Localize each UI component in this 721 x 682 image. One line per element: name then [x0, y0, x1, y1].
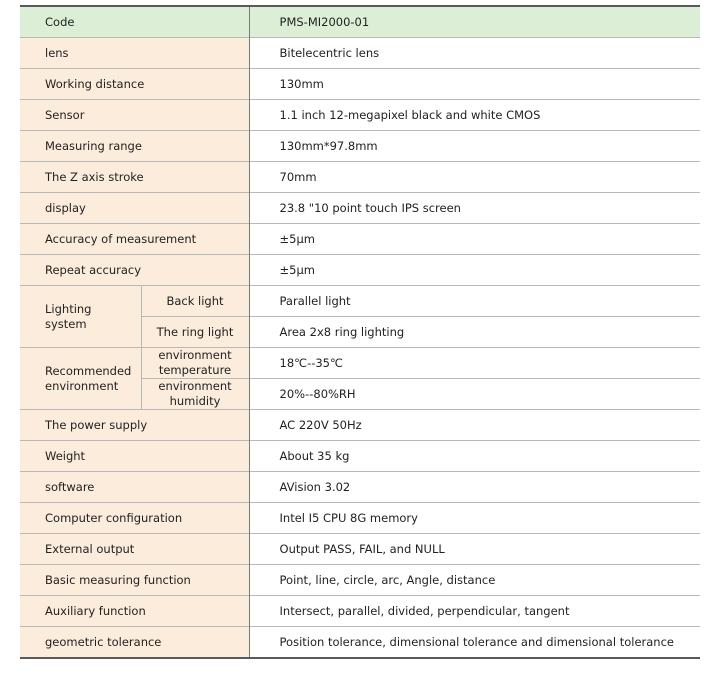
row-label: Accuracy of measurement: [20, 224, 249, 255]
row-label: The Z axis stroke: [20, 162, 249, 193]
table-row: [20, 193, 700, 224]
row-value: PMS-MI2000-01: [249, 6, 700, 38]
lighting-group-label: [20, 286, 141, 348]
row-label: Measuring range: [20, 131, 249, 162]
row-value: 130mm*97.8mm: [249, 131, 700, 162]
row-value: 1.1 inch 12-megapixel black and white CMOS: [249, 100, 700, 131]
lighting-label-line2: system: [45, 316, 87, 331]
table-row: [20, 6, 700, 38]
table-row: [20, 472, 700, 503]
row-value: Output PASS, FAIL, and NULL: [249, 534, 700, 565]
row-value: Point, line, circle, arc, Angle, distance: [249, 565, 700, 596]
row-label: External output: [20, 534, 249, 565]
row-value: Position tolerance, dimensional tolerance and dimensional tolerance: [249, 627, 700, 659]
row-value: About 35 kg: [249, 441, 700, 472]
ring-light-label: The ring light: [141, 317, 249, 348]
humidity-label-line1: environment: [158, 379, 232, 393]
row-label: software: [20, 472, 249, 503]
environment-label-line1: Recommended: [45, 363, 132, 378]
table-row: [20, 596, 700, 627]
humidity-label-line2: humidity: [169, 394, 221, 408]
table-row: [20, 69, 700, 100]
environment-group-label: [20, 348, 141, 410]
table-row: [20, 38, 700, 69]
row-value: Bitelecentric lens: [249, 38, 700, 69]
humidity-value: 20%--80%RH: [249, 379, 700, 410]
row-label: Sensor: [20, 100, 249, 131]
temperature-label-line1: environment: [158, 348, 232, 362]
row-label: The power supply: [20, 410, 249, 441]
row-value: Intersect, parallel, divided, perpendicular, tangent: [249, 596, 700, 627]
row-label: Code: [20, 6, 249, 38]
table-row: [20, 162, 700, 193]
row-value: Intel I5 CPU 8G memory: [249, 503, 700, 534]
table-row: [20, 131, 700, 162]
row-value: 23.8 "10 point touch IPS screen: [249, 193, 700, 224]
row-label: lens: [20, 38, 249, 69]
table-row: [20, 565, 700, 596]
row-label: Repeat accuracy: [20, 255, 249, 286]
table-row: [20, 627, 700, 659]
table-row: [20, 534, 700, 565]
row-label: Basic measuring function: [20, 565, 249, 596]
temperature-label: [141, 348, 249, 379]
table-row: [20, 255, 700, 286]
row-value: AVision 3.02: [249, 472, 700, 503]
table-row: [20, 503, 700, 534]
lighting-label: [45, 302, 91, 332]
row-value: 130mm: [249, 69, 700, 100]
environment-label: [45, 364, 131, 394]
table-row: [20, 224, 700, 255]
back-light-label: Back light: [141, 286, 249, 317]
lighting-label-line1: Lighting: [45, 301, 92, 316]
temperature-value: 18℃--35℃: [249, 348, 700, 379]
row-value: AC 220V 50Hz: [249, 410, 700, 441]
row-label: Working distance: [20, 69, 249, 100]
humidity-label: [141, 379, 249, 410]
row-label: geometric tolerance: [20, 627, 249, 659]
row-label: display: [20, 193, 249, 224]
row-value: ±5μm: [249, 224, 700, 255]
table-row: [20, 286, 700, 317]
row-label: Computer configuration: [20, 503, 249, 534]
ring-light-value: Area 2x8 ring lighting: [249, 317, 700, 348]
row-value: ±5μm: [249, 255, 700, 286]
table-row: [20, 441, 700, 472]
table-row: [20, 100, 700, 131]
environment-label-line2: environment: [45, 378, 119, 393]
row-label: Weight: [20, 441, 249, 472]
back-light-value: Parallel light: [249, 286, 700, 317]
temperature-label-line2: temperature: [158, 363, 232, 377]
row-label: Auxiliary function: [20, 596, 249, 627]
table-row: [20, 348, 700, 379]
spec-table: [20, 5, 700, 659]
row-value: 70mm: [249, 162, 700, 193]
table-row: [20, 410, 700, 441]
